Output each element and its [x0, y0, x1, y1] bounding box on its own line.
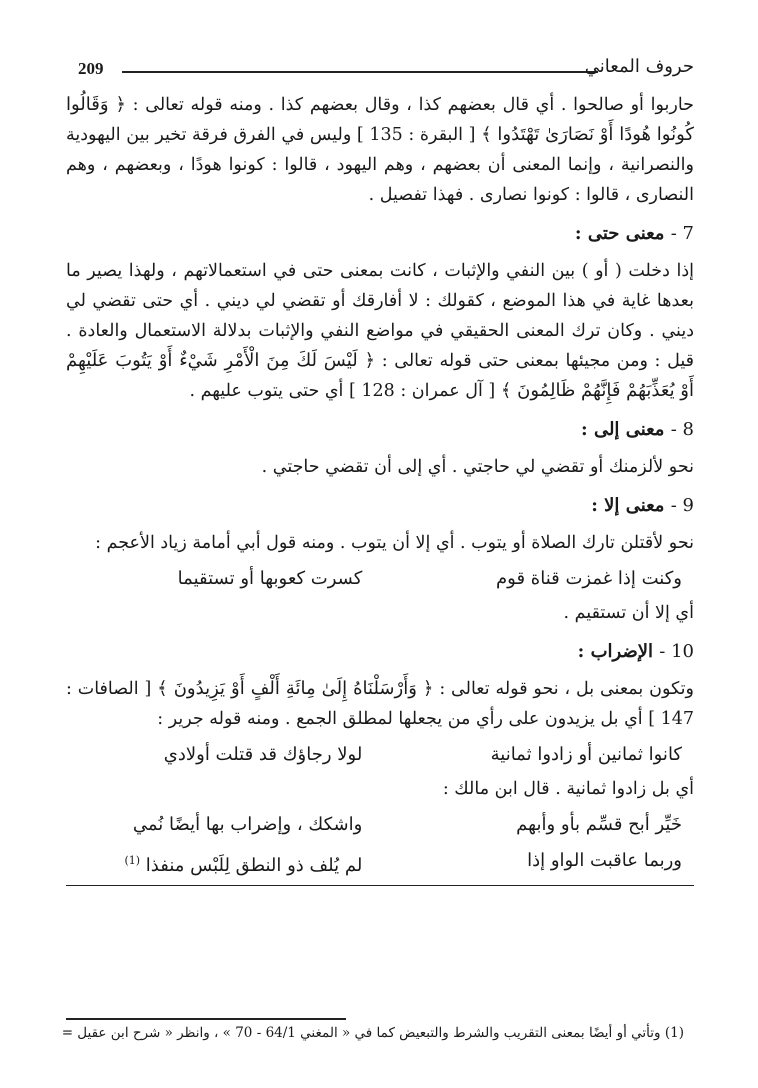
page-number: 209 [78, 59, 104, 78]
verse-second-hemistich: واشكك ، وإضراب بها أيضًا نُمي [132, 814, 363, 835]
verse-second-hemistich: كسرت كعوبها أو تستقيما [177, 568, 363, 589]
section-number: 9 - [670, 495, 694, 516]
section-text: إذا دخلت ( أو ) بين النفي والإثبات ، كانت بمعنى حتى في استعمالاتهم ، ولهذا يصير ما بعدها غاية في هذا الموضع ، كقولك : لا أفارقك أو تقضي لي ديني . أي حتى تقضي لي ديني . وكان ترك المعنى الحقيقي في مواضع النفي والإثبات بدلالة الاستعمال والعادة . قيل : ومن مجيئها بمعنى حتى قوله تعالى : [66, 261, 694, 371]
intro-paragraph [66, 90, 694, 210]
quran-verse: ﴿ لَيْسَ لَكَ مِنَ الْأَمْرِ شَيْءٌ أَوْ يَتُوبَ عَلَيْهِمْ أَوْ يُعَذِّبَهُمْ فَإِنَّهُمْ ظَالِمُونَ ﴾ [66, 350, 694, 401]
quran-reference: [ البقرة : 135 ] وليس في الفرق فرقة تخير [155, 125, 476, 145]
intro-rest: بين اليهودية والنصرانية ، وإنما المعنى أن بعضهم ، وهم اليهود ، قالوا : كونوا هودًا ، وبعضهم ، وهم النصارى ، قالوا : كونوا نصارى . فهذا تفصيل . [66, 125, 694, 205]
section-number: 8 - [670, 419, 694, 440]
section-colon: : [581, 419, 588, 440]
verse-first-hemistich: وكنت إذا غمزت قناة قوم [496, 568, 682, 589]
section-9-after: أي إلا أن تستقيم . [563, 603, 694, 623]
section-heading-10 [66, 636, 694, 668]
section-title: معنى إلى [593, 419, 665, 440]
running-title: حروف المعاني [584, 56, 694, 77]
poetry-verse [66, 562, 694, 596]
section-title: معنى حتى [587, 223, 665, 244]
verse-second-hemistich [90, 844, 362, 883]
footnote-marker: (1) [124, 854, 141, 867]
quran-verse: ﴿ وَقَالُوا كُونُوا هُودًا أَوْ نَصَارَىٰ تَهْتَدُوا ﴾ [66, 94, 694, 145]
footnote-separator [66, 1018, 346, 1020]
page-header [66, 50, 694, 90]
poetry-verse [66, 808, 694, 842]
section-heading-7 [66, 218, 694, 250]
poetry-verse-underlined [66, 844, 694, 886]
verse-first-hemistich: كانوا ثمانين أو زادوا ثمانية [490, 744, 682, 765]
section-colon: : [591, 495, 598, 516]
section-title: الإضراب [590, 641, 653, 662]
verse-second-hemistich: لولا رجاؤك قد قتلت أولادي [163, 744, 363, 765]
book-page [61, 50, 694, 1080]
intro-line: حاربوا أو صالحوا . أي قال بعضهم كذا ، وقال بعضهم كذا . ومنه قوله تعالى : [132, 95, 694, 115]
poetry-verse [66, 738, 694, 772]
section-colon: : [577, 641, 585, 662]
section-number: 10 - [659, 641, 694, 662]
header-rule [122, 71, 598, 73]
section-colon: : [574, 223, 582, 244]
section-10-paragraph [66, 674, 694, 734]
verse-first-hemistich: خَيِّر أبح قسِّم بأو وأبهم [516, 814, 682, 835]
quran-verse: ﴿ وَأَرْسَلْنَاهُ إِلَىٰ مِائَةِ أَلْفٍ أَوْ يَزِيدُونَ ﴾ [157, 678, 434, 699]
quran-reference: [ آل عمران : 128 ] أي حتى يتوب عليهم . [189, 381, 496, 401]
section-7-paragraph [66, 256, 694, 406]
footnote: (1) وتأتي أو أيضًا بمعنى التقريب والشرط والتبعيض كما في « المغني 64/1 - 70 » ، وانظر « شرح ابن عقيل = [61, 1025, 684, 1041]
section-title: معنى إلا [604, 495, 665, 516]
section-9-paragraph: نحو لأقتلن تارك الصلاة أو يتوب . أي إلا أن يتوب . ومنه قول أبي أمامة زياد الأعجم : [95, 533, 694, 553]
section-10-after: أي بل زادوا ثمانية . قال ابن مالك : [442, 779, 694, 799]
section-8-paragraph: نحو لألزمنك أو تقضي لي حاجتي . أي إلى أن تقضي حاجتي . [261, 457, 694, 477]
section-text: وتكون بمعنى بل ، نحو قوله تعالى : [439, 679, 694, 699]
quran-reference: [ الصافات : 147 ] أي بل يزيدون على رأي من يجعلها لمطلق الجمع . ومنه قوله جرير : [66, 679, 694, 729]
section-number: 7 - [670, 223, 694, 244]
section-heading-9 [66, 490, 694, 522]
verse-text: لم يُلف ذو النطق لِلَبْس منفذا [145, 855, 363, 876]
verse-first-hemistich: وربما عاقبت الواو إذا [527, 850, 682, 871]
section-heading-8 [66, 414, 694, 446]
